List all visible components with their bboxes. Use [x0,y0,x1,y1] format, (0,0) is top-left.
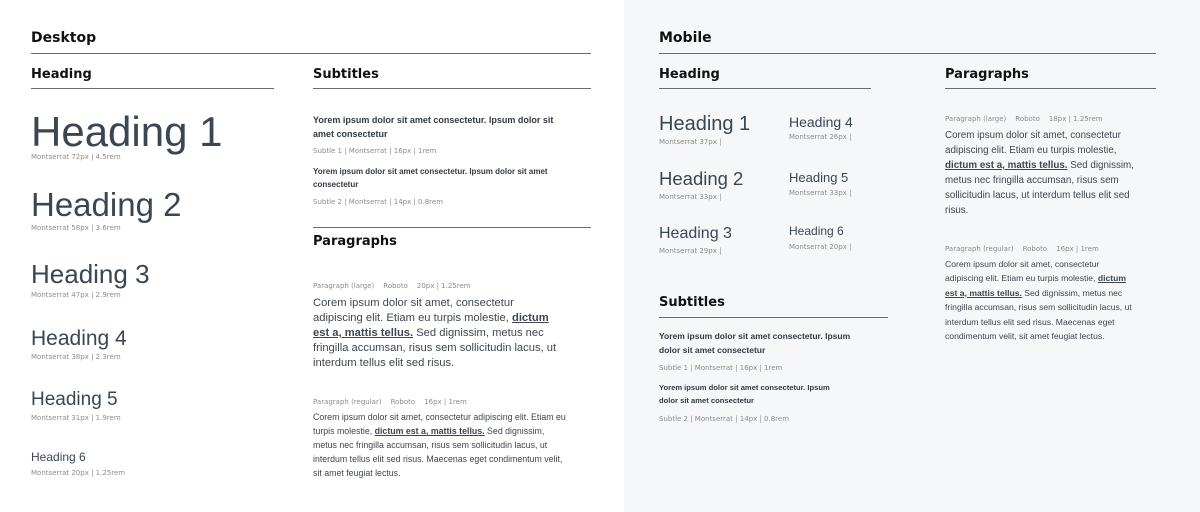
desktop-divider [31,53,591,54]
meta-size: 18px | 1.25rem [1048,115,1103,123]
desktop-subtitles-title: Subtitles [313,67,379,82]
mobile-heading-3: Heading 3 [659,225,732,242]
mobile-heading-6: Heading 6 [789,224,844,238]
desktop-heading-col-title: Heading [31,67,92,82]
meta-label: Paragraph (regular) [313,398,382,406]
meta-label: Paragraph (regular) [945,245,1014,253]
mobile-heading-1: Heading 1 [659,113,751,135]
mobile-subtitle-2-meta: Subtle 2 | Montserrat | 14px | 0.8rem [659,415,790,423]
desktop-heading-6: Heading 6 [31,450,86,464]
paragraph-link[interactable]: dictum est a, mattis tellus. [945,160,1068,171]
meta-font: Roboto [390,398,416,406]
mobile-paragraph-large-meta [945,115,1112,124]
desktop-heading-1-meta: Montserrat 72px | 4.5rem [31,153,121,161]
desktop-subtitle-1: Yorem ipsum dolor sit amet consectetur. Ipsum dolor sit amet consectetur [313,115,554,139]
mobile-paragraph-regular-meta [945,245,1108,254]
mobile-divider [659,53,1156,54]
meta-size: 16px | 1rem [424,398,467,406]
mobile-subtitle-1: Yorem ipsum dolor sit amet consectetur. Ipsum dolor sit amet consectetur [659,331,851,355]
desktop-subtitle-2-meta: Subtle 2 | Montserrat | 14px | 0.8rem [313,198,444,206]
paragraph-text: Sed dignissim, metus nec fringilla accumsan, risus sem sollicitudin lacus, ut interdum tellus elit sed risus. Maecenas eget condimentum velit, sit amet feugiat lectus. [313,426,563,478]
desktop-subtitles-divider [313,88,591,89]
mobile-heading-2-meta: Montserrat 33px | [659,193,722,201]
paragraph-text: Sed dignissim, metus nec fringilla accumsan, risus sem sollicitudin lacus, ut interdum tellus elit sed risus. [313,327,557,369]
desktop-paragraph-large-meta [313,282,480,291]
desktop-paragraph-regular-meta [313,398,476,407]
mobile-heading-3-meta: Montserrat 29px | [659,247,722,255]
desktop-subtitle-1-meta: Subtle 1 | Montserrat | 16px | 1rem [313,147,437,155]
paragraph-text: Corem ipsum dolor sit amet, consectetur adipiscing elit. Etiam eu turpis molestie, [945,259,1100,284]
mobile-paragraphs-title: Paragraphs [945,67,1029,82]
mobile-heading-divider [659,88,871,89]
mobile-title: Mobile [659,30,712,46]
meta-label: Paragraph (large) [313,282,375,290]
mobile-heading-5-meta: Montserrat 33px | [789,189,852,197]
meta-font: Roboto [1022,245,1048,253]
paragraph-link[interactable]: dictum est a, mattis tellus. [374,426,485,436]
paragraph-link[interactable]: dictum est a, mattis tellus. [945,273,1127,298]
meta-label: Paragraph (large) [945,115,1007,123]
desktop-heading-3-meta: Montserrat 47px | 2.9rem [31,291,121,299]
desktop-heading-1: Heading 1 [31,108,223,155]
meta-font: Roboto [383,282,408,290]
meta-size: 20px | 1.25rem [416,282,471,290]
mobile-paragraphs-divider [945,88,1156,89]
desktop-heading-4: Heading 4 [31,327,127,350]
paragraph-text: Corem ipsum dolor sit amet, consectetur adipiscing elit. Etiam eu turpis molestie, [313,297,514,324]
desktop-heading-divider [31,88,274,89]
mobile-heading-5: Heading 5 [789,170,849,185]
desktop-paragraph-regular [313,410,568,480]
desktop-paragraphs-title: Paragraphs [313,234,397,249]
desktop-heading-2-meta: Montserrat 58px | 3.6rem [31,224,121,232]
desktop-heading-3: Heading 3 [31,259,150,289]
paragraph-link[interactable]: dictum est a, mattis tellus. [313,312,549,339]
paragraph-text: Corem ipsum dolor sit amet, consectetur adipiscing elit. Etiam eu turpis molestie, [313,412,566,436]
desktop-heading-6-meta: Montserrat 20px | 1.25rem [31,469,126,477]
mobile-heading-6-meta: Montserrat 20px | [789,243,852,251]
paragraph-text: Sed dignissim, metus nec fringilla accumsan, risus sem sollicitudin lacus, ut interdum tellus elit sed risus. [945,160,1134,216]
mobile-heading-1-meta: Montserrat 37px | [659,138,722,146]
mobile-paragraph-large [945,128,1135,218]
mobile-subtitle-1-meta: Subtle 1 | Montserrat | 16px | 1rem [659,364,783,372]
desktop-heading-4-meta: Montserrat 38px | 2.3rem [31,353,121,361]
mobile-subtitles-title: Subtitles [659,295,725,310]
desktop-heading-5-meta: Montserrat 31px | 1.9rem [31,414,121,422]
desktop-subtitle-2: Yorem ipsum dolor sit amet consectetur. Ipsum dolor sit amet consectetur [313,167,548,189]
mobile-heading-col-title: Heading [659,67,720,82]
meta-size: 16px | 1rem [1056,245,1099,253]
paragraph-text: Sed dignissim, metus nec fringilla accumsan, risus sem sollicitudin lacus, ut interdum tellus elit sed risus. Maecenas eget condimentum velit, sit amet feugiat lectus. [945,287,1132,342]
mobile-paragraph-regular [945,257,1137,343]
desktop-heading-2: Heading 2 [31,186,182,223]
mobile-subtitles-divider [659,317,888,318]
paragraph-text: Corem ipsum dolor sit amet, consectetur adipiscing elit. Etiam eu turpis molestie, [945,130,1121,156]
desktop-heading-5: Heading 5 [31,389,118,410]
desktop-title: Desktop [31,30,97,46]
mobile-heading-2: Heading 2 [659,168,744,189]
meta-font: Roboto [1015,115,1040,123]
desktop-paragraphs-divider [313,227,591,228]
mobile-subtitle-2: Yorem ipsum dolor sit amet consectetur. Ipsum dolor sit amet consectetur [659,383,830,405]
mobile-heading-4: Heading 4 [789,114,853,130]
desktop-paragraph-large [313,296,565,371]
mobile-heading-4-meta: Montserrat 26px | [789,133,852,141]
